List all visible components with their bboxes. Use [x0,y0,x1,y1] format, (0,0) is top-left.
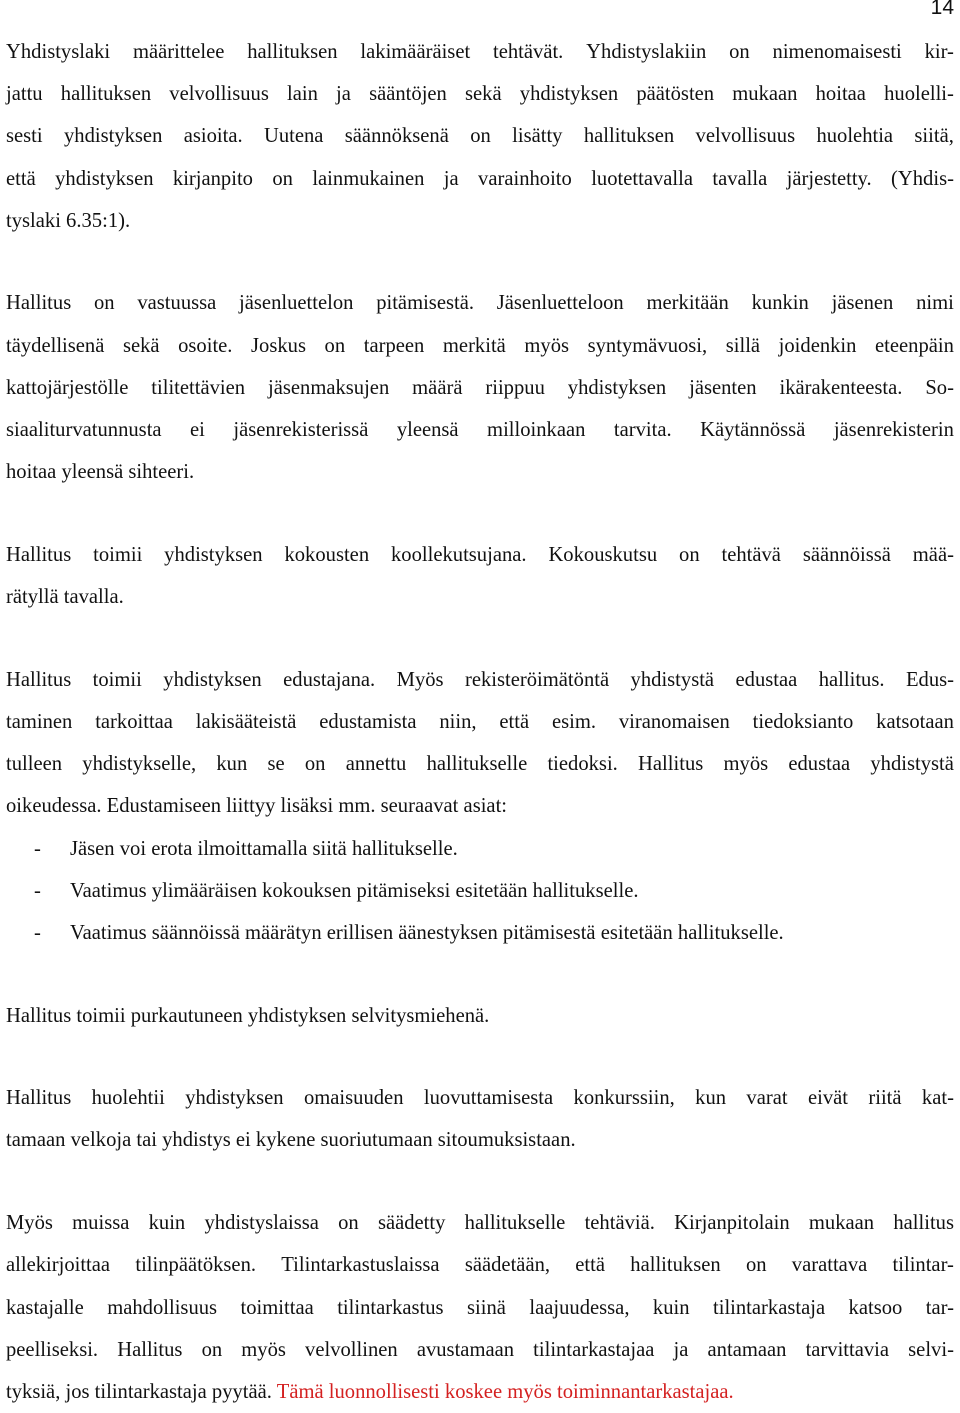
word: Hallitus [6,292,72,315]
word: Jäsenluetteloon [496,292,624,315]
text-line [6,1371,954,1413]
word: ja [673,1338,689,1361]
word: on [272,167,293,190]
word: (Yhdis- [891,167,954,190]
word: on [324,334,346,357]
word: tilintarkastus [337,1296,444,1319]
text-line [6,1202,954,1244]
word: kirjanpito [172,167,253,190]
word: eivät [807,1087,848,1110]
word: kir- [924,41,954,63]
word: myös [723,753,769,776]
word: osoite. [178,334,233,357]
word: rekisteröimätöntä [465,668,610,691]
word: lakisääteistä [195,710,297,733]
word: järjestetty. [786,167,872,190]
word: yhdistyksen [164,543,263,566]
list-item-text: Jäsen voi erota ilmoittamalla siitä hallitukselle. [70,837,458,860]
word: tarvita. [613,419,672,441]
word: tulleen [6,753,63,776]
paragraph [6,995,954,1037]
text-line [6,282,954,324]
word: velvollisuus [169,83,269,106]
word: velvollinen [305,1338,398,1361]
word: se [267,753,285,776]
text-line: Hallitus toimii purkautuneen yhdistyksen selvitysmiehenä. [6,1004,490,1027]
word: jattu [6,83,43,106]
word: yhdistystä [630,668,715,691]
word: hallitus [893,1212,954,1235]
word: tiedoksi. [547,753,618,776]
word: kun [216,753,248,776]
text-line [6,1329,954,1371]
text-line: oikeudessa. Edustamiseen liittyy lisäksi mm. seuraavat asiat: [6,795,508,818]
word: kattojärjestölle [6,376,129,399]
word: niin, [439,710,477,733]
word: Hallitus [6,1087,72,1110]
word: ja [336,83,351,106]
word: Uutena [263,125,324,148]
word: tarpeen [363,334,425,357]
word: peelliseksi. [6,1338,99,1361]
word: hallitus. [818,668,885,691]
word: siitä, [914,125,954,148]
text-line [6,158,954,200]
word: esim. [551,710,597,733]
word: tar- [925,1296,954,1319]
word: hallituksen [630,1254,721,1277]
word: pitämisestä. [376,292,474,315]
word: on [679,543,700,566]
word: Myös [396,668,444,691]
word: tilintarkastajaa [533,1338,655,1361]
word: tiedoksianto [752,710,854,733]
word: toimii [93,543,143,566]
word: katsotaan [876,710,954,733]
word: yleensä [396,419,459,441]
word: kat- [921,1087,954,1110]
word: hallituksen [583,125,675,148]
word: säädetty [377,1212,446,1235]
word: nimenomaisesti [772,41,902,63]
word: on [470,125,491,148]
word: yhdistystä [870,753,954,776]
word: säännöissä [802,543,891,566]
word: lakimääräiset [360,41,471,63]
word: Tilintarkastuslaissa [281,1254,440,1277]
word: lisätty [512,125,563,148]
word: yhdistyksen [55,167,154,190]
word: mahdollisuus [107,1296,218,1319]
word: katsoo [848,1296,903,1319]
word: tavalla [712,167,768,190]
word: säädetään, [464,1254,551,1277]
word: on [338,1212,359,1235]
bullet-dash: - [34,837,41,860]
word: kun [695,1087,727,1110]
text-line [6,1244,954,1286]
word: määrä [412,376,463,399]
word: varattava [791,1254,868,1277]
word: So- [925,376,954,399]
word: annettu [345,753,407,776]
word: on [729,41,750,63]
word: mää- [912,543,954,566]
word: Hallitus [6,543,72,566]
word: että [499,710,530,733]
word: hallituksen [60,83,152,106]
text-line [6,325,954,367]
text-line: tamaan velkoja tai yhdistys ei kykene suoriutumaan sitoumuksistaan. [6,1129,576,1152]
paragraph [6,31,954,242]
word: milloinkaan [487,419,586,441]
word: tarkoittaa [95,710,173,733]
word: tilinpäätöksen. [135,1254,257,1277]
word: vastuussa [137,292,217,315]
word: toimii [92,668,142,691]
word: jäsenen [831,292,894,315]
word: kuin [148,1212,186,1235]
text-line [6,701,954,743]
word: merkitään [646,292,729,315]
word: tilintar- [892,1254,954,1277]
word: merkitä [442,334,506,357]
word: laajuudessa, [529,1296,630,1319]
word: hallitukselle [426,753,528,776]
text-line [6,73,954,115]
word: edustaa [735,668,798,691]
text-line [6,115,954,157]
bullet-list [6,828,954,955]
list-item [6,828,954,870]
word: Kokouskutsu [548,543,658,566]
paragraph [6,282,954,493]
word: päätösten [636,83,715,106]
word: siinä [467,1296,506,1319]
word: edustaa [788,753,851,776]
text-line [6,659,954,701]
text-line [6,367,954,409]
word: on [93,292,115,315]
text-line: rätyllä tavalla. [6,586,124,609]
word: kastajalle [6,1296,84,1319]
bullet-dash: - [34,921,41,944]
word: mukaan [732,83,798,106]
text-line [6,409,954,451]
word: huolehtii [91,1087,165,1110]
word: kokousten [284,543,370,566]
word: että [575,1254,606,1277]
text-line [6,743,954,785]
word: jäsenluettelon [239,292,354,315]
word: syntymävuosi, [587,334,708,357]
word: allekirjoittaa [6,1254,111,1277]
word: hoitaa [815,83,866,106]
text-line: tyslaki 6.35:1). [6,209,131,232]
word: Myös [6,1212,53,1235]
word: lain [287,83,318,106]
word: hallituksen [247,41,338,63]
word: yhdistyksen [163,668,262,691]
word: jäsenrekisterin [833,419,954,441]
word: Yhdistyslakiin [586,41,707,63]
paragraph [6,1202,954,1413]
word: luotettavalla [591,167,693,190]
word: sillä [725,334,761,357]
word: konkurssiin, [573,1087,675,1110]
document-body [6,31,954,1413]
word: jäsenten [689,376,757,399]
word: sesti [6,125,43,148]
word: yhdistyslaissa [204,1212,319,1235]
word: velvollisuus [695,125,796,148]
word: yhdistyksen [185,1087,284,1110]
word: sekä [465,83,502,106]
word: joidenkin [778,334,857,357]
word: edustamista [319,710,417,733]
word: koollekutsujana. [391,543,527,566]
word: kuin [652,1296,690,1319]
word: Hallitus [117,1338,183,1361]
word: myös [524,334,570,357]
word: muissa [72,1212,130,1235]
word: huolelli- [884,83,954,106]
word: yhdistyksen [63,125,163,148]
word: riitä [868,1087,902,1110]
word: mukaan [808,1212,875,1235]
word: tilintarkastaja [713,1296,826,1319]
word: edustajana. [283,668,376,691]
word: on [745,1254,767,1277]
word: viranomaisen [618,710,730,733]
word: kunkin [751,292,809,315]
word: hallitukselle [464,1212,566,1235]
word: Edus- [905,668,954,691]
word: määrittelee [132,41,225,63]
word: on [304,753,326,776]
word: taminen [6,710,73,733]
word: Hallitus [638,753,704,776]
word: tarvittavia [805,1338,890,1361]
list-item-text: Vaatimus säännöissä määrätyn erillisen äänestyksen pitämisestä esitetään hallitukselle. [70,921,784,944]
word: Käytännössä [700,419,806,441]
word: yhdistykselle, [82,753,197,776]
word: ei [190,419,205,441]
word: lainmukainen [312,167,425,190]
word: riippuu [485,376,545,399]
text-line [6,1287,954,1329]
word: ja [443,167,459,190]
word: tehtävät. [493,41,564,63]
highlighted-sentence: Tämä luonnollisesti koskee myös toiminnantarkastajaa. [276,1380,734,1403]
word: yhdistyksen [519,83,619,106]
word: sekä [122,334,160,357]
text-line [6,31,954,73]
text-line: hoitaa yleensä sihteeri. [6,461,195,484]
word: toimittaa [240,1296,314,1319]
word: Yhdistyslaki [6,41,111,63]
word: Joskus [251,334,306,357]
paragraph [6,1077,954,1161]
bullet-dash: - [34,879,41,902]
word: nimi [916,292,954,315]
word: täydellisenä [6,334,105,357]
word: jäsenmaksujen [268,376,390,399]
word: avustamaan [416,1338,515,1361]
word: tilitettävien [151,376,246,399]
word: huolehtia [816,125,894,148]
paragraph [6,534,954,618]
paragraph [6,659,954,954]
word: tehtäviä. [584,1212,655,1235]
word: ikärakenteesta. [779,376,903,399]
page-number: 14 [930,0,954,19]
word: säännöksenä [344,125,449,148]
word: varat [746,1087,788,1110]
word: tehtävä [721,543,781,566]
word: Hallitus [6,668,72,691]
text-line [6,534,954,576]
word: selvi- [908,1338,954,1361]
text-line [6,1077,954,1119]
word: omaisuuden [303,1087,404,1110]
list-item [6,912,954,954]
final-sentence: tyksiä, jos tilintarkastaja pyytää. [6,1380,272,1403]
list-item-text: Vaatimus ylimääräisen kokouksen pitämiseksi esitetään hallitukselle. [70,879,639,902]
word: jäsenrekisterissä [233,419,369,441]
word: myös [241,1338,286,1361]
word: sääntöjen [369,83,447,106]
word: luovuttamisesta [423,1087,554,1110]
list-item [6,870,954,912]
word: asioita. [183,125,243,148]
word: Kirjanpitolain [674,1212,790,1235]
word: antamaan [707,1338,787,1361]
word: varainhoito [478,167,572,190]
word: eteenpäin [875,334,954,357]
word: siaaliturvatunnusta [6,419,162,441]
word: että [6,167,36,190]
word: yhdistyksen [567,376,667,399]
word: on [201,1338,223,1361]
